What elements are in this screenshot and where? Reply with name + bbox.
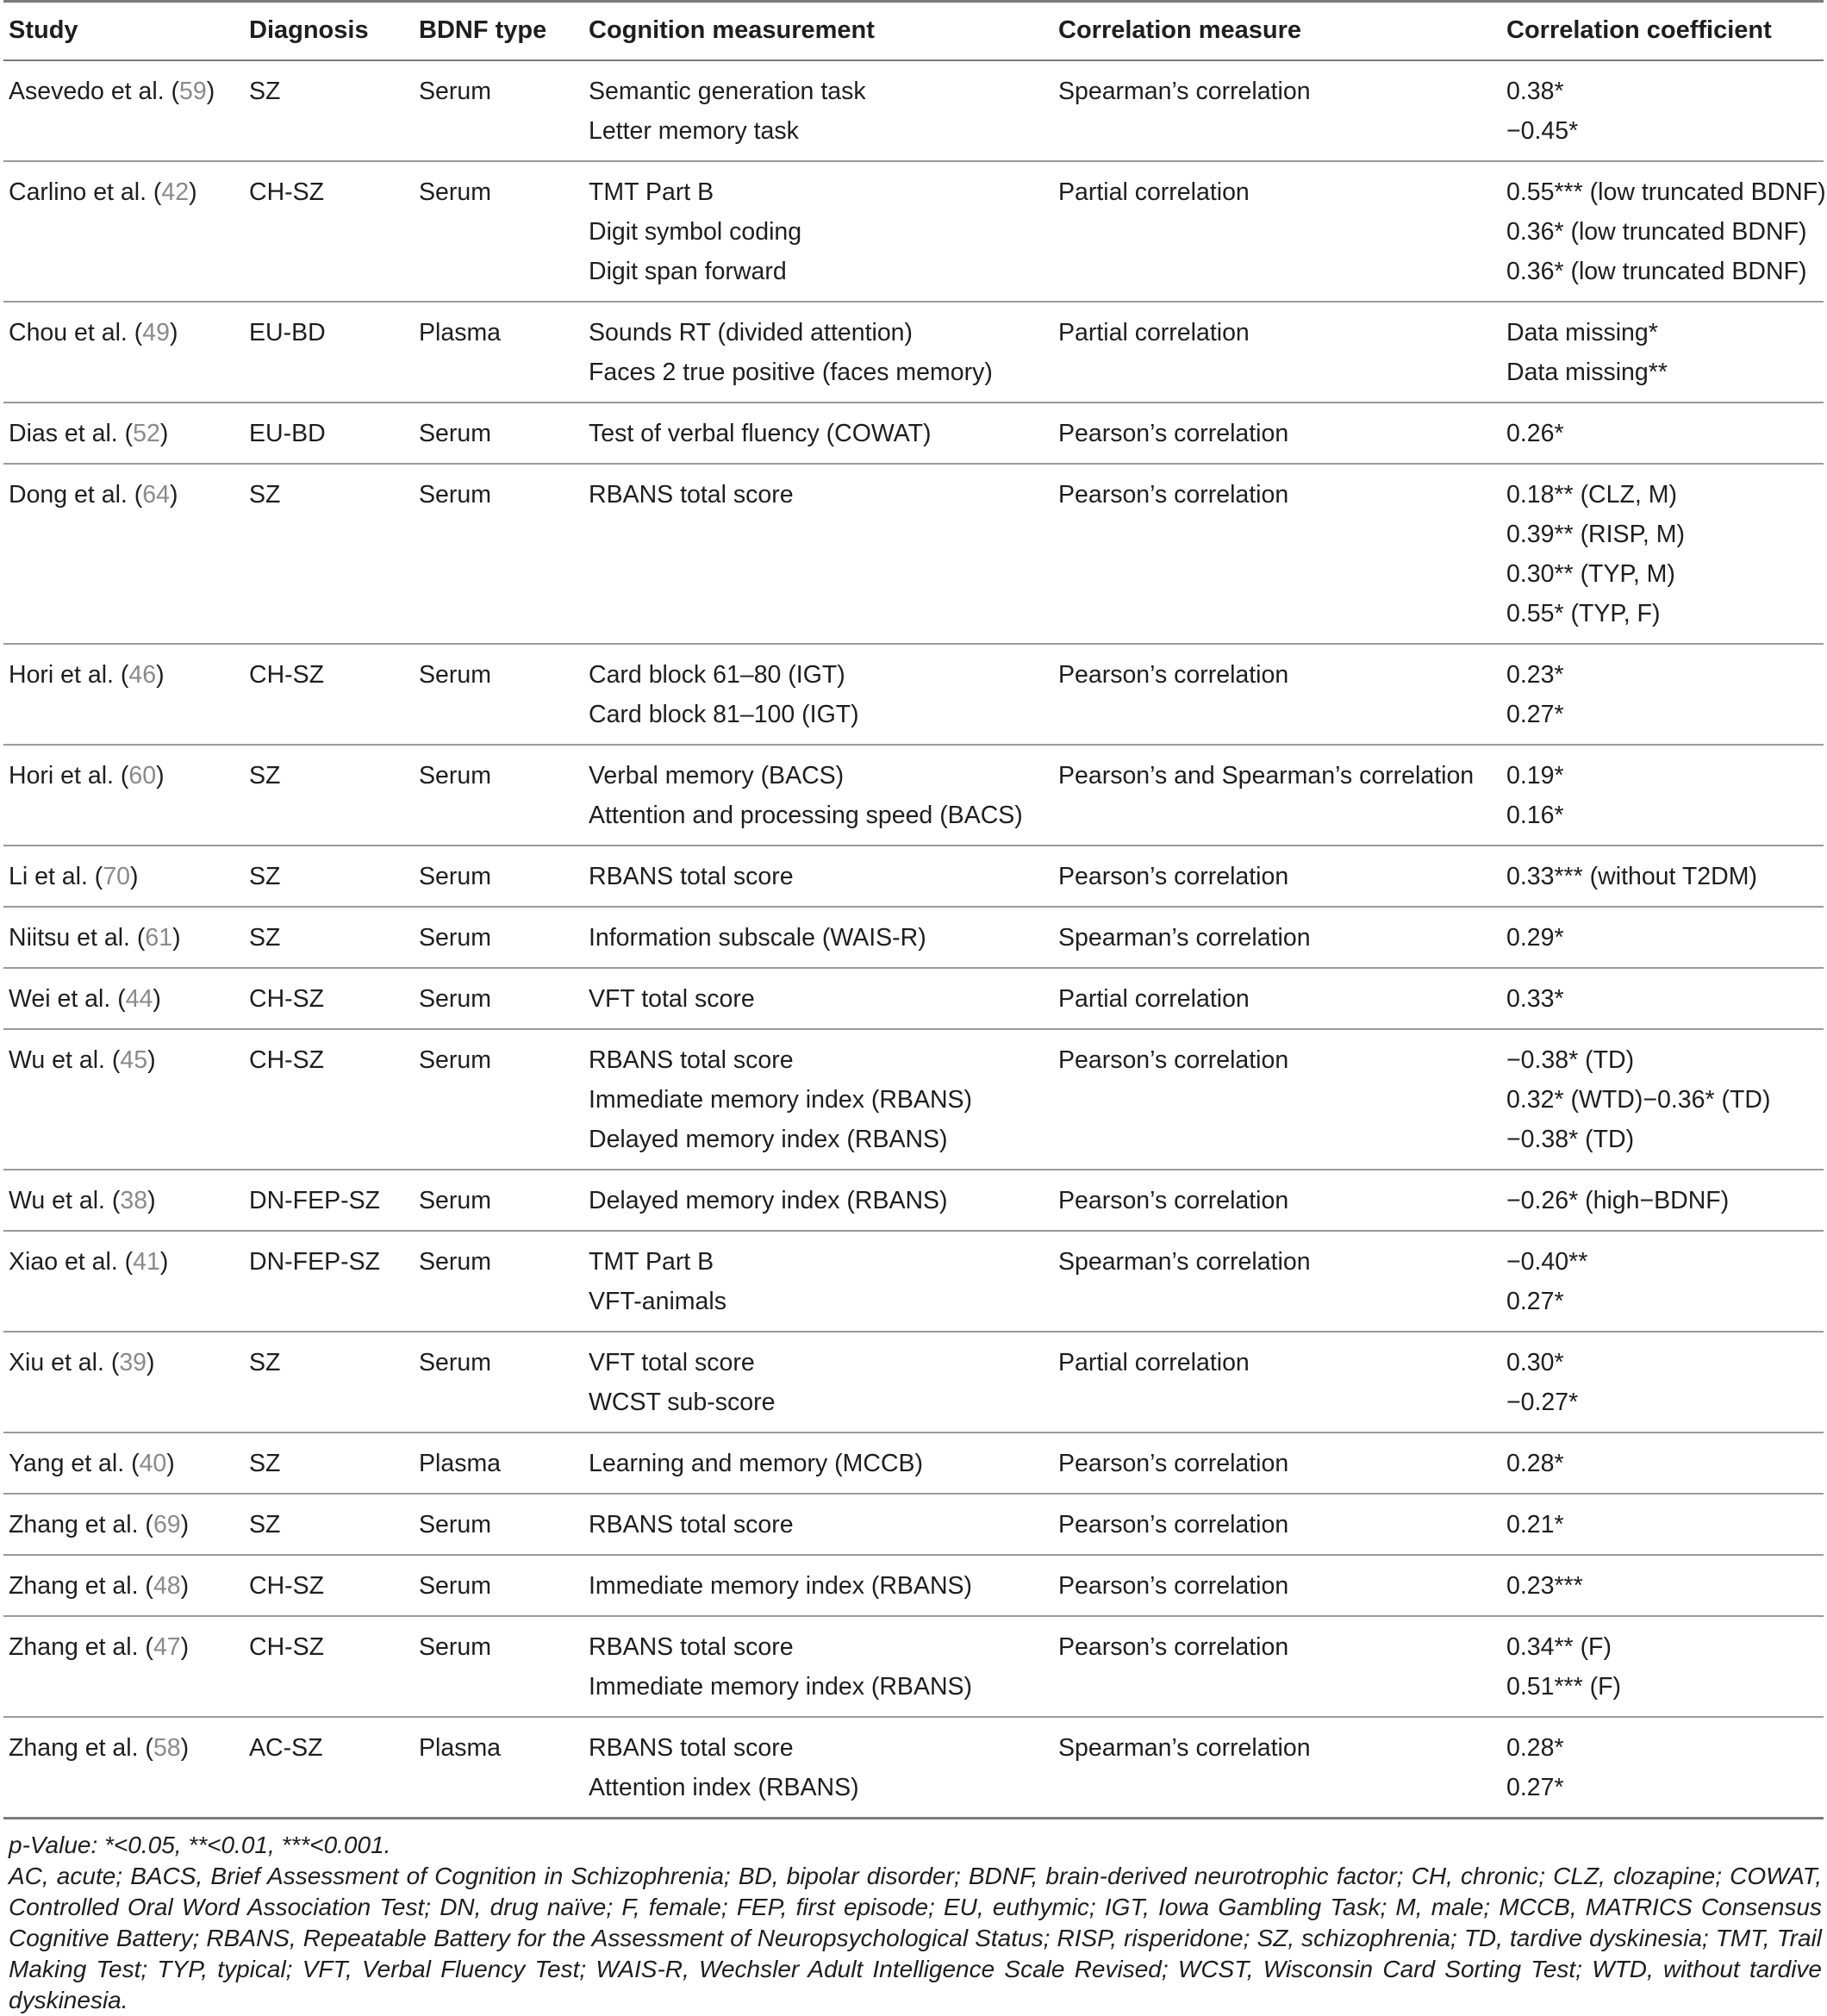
cell-cognition-measurement	[583, 907, 1053, 968]
cell-correlation-measure: Pearson’s correlation	[1053, 1029, 1501, 1170]
cell-correlation-coefficient	[1501, 1170, 1824, 1231]
cell-cognition-measurement	[583, 1170, 1053, 1231]
reference-link[interactable]: 52	[133, 420, 160, 447]
study-author: Yang et al.	[9, 1450, 125, 1477]
cell-diagnosis: SZ	[244, 1494, 414, 1555]
cell-study: Hori et al. (46)	[3, 644, 244, 745]
table-row	[3, 644, 1824, 745]
cell-cognition-measurement	[583, 1555, 1053, 1616]
cell-diagnosis: SZ	[244, 1432, 414, 1494]
coefficient-line: 0.21*	[1506, 1511, 1564, 1539]
study-author: Li et al.	[9, 863, 88, 890]
coefficient-line: 0.32* (WTD)−0.36* (TD)	[1506, 1086, 1771, 1114]
measurement-line: Attention index (RBANS)	[589, 1774, 859, 1801]
study-author: Hori et al.	[9, 661, 114, 689]
measurement-line: VFT total score	[589, 1349, 755, 1376]
cell-diagnosis: DN-FEP-SZ	[244, 1231, 414, 1332]
header-cognition-measurement: Cognition measurement	[583, 2, 1053, 61]
measurement-line: Letter memory task	[589, 117, 799, 145]
table-row	[3, 403, 1824, 464]
cell-correlation-measure: Pearson’s correlation	[1053, 464, 1501, 644]
study-author: Zhang et al.	[9, 1734, 139, 1762]
measurement-line: Test of verbal fluency (COWAT)	[589, 420, 932, 447]
cell-study: Xiao et al. (41)	[3, 1231, 244, 1332]
study-author: Wei et al.	[9, 985, 111, 1013]
header-bdnf-type: BDNF type	[414, 2, 583, 61]
cell-correlation-measure: Partial correlation	[1053, 968, 1501, 1029]
coefficient-line: 0.27*	[1506, 701, 1564, 728]
cell-diagnosis: AC-SZ	[244, 1717, 414, 1819]
cell-diagnosis: EU-BD	[244, 403, 414, 464]
cell-correlation-measure: Spearman’s correlation	[1053, 907, 1501, 968]
study-author: Chou et al.	[9, 319, 128, 346]
cell-cognition-measurement	[583, 1717, 1053, 1819]
coefficient-line: 0.27*	[1506, 1774, 1564, 1801]
reference-link[interactable]: 70	[103, 863, 131, 890]
coefficient-line: −0.45*	[1506, 117, 1579, 145]
measurement-line: Sounds RT (divided attention)	[589, 319, 914, 346]
reference-link[interactable]: 42	[161, 178, 190, 206]
measurement-line: Learning and memory (MCCB)	[589, 1450, 924, 1477]
table-header	[3, 2, 1824, 61]
measurement-line: TMT Part B	[589, 1248, 714, 1276]
cell-study: Niitsu et al. (61)	[3, 907, 244, 968]
cell-cognition-measurement	[583, 1616, 1053, 1717]
coefficient-line: 0.28*	[1506, 1450, 1564, 1477]
table-row	[3, 1332, 1824, 1432]
cell-correlation-coefficient	[1501, 464, 1824, 644]
table-row	[3, 1494, 1824, 1555]
cell-cognition-measurement	[583, 464, 1053, 644]
cell-correlation-measure: Pearson’s correlation	[1053, 846, 1501, 907]
cell-study: Asevedo et al. (59)	[3, 60, 244, 161]
cell-study: Chou et al. (49)	[3, 302, 244, 403]
coefficient-line: 0.36* (low truncated BDNF)	[1506, 218, 1807, 246]
measurement-line: Delayed memory index (RBANS)	[589, 1187, 948, 1214]
cell-correlation-coefficient	[1501, 302, 1824, 403]
cell-bdnf-type: Serum	[414, 1170, 583, 1231]
cell-study: Zhang et al. (48)	[3, 1555, 244, 1616]
measurement-line: RBANS total score	[589, 481, 794, 509]
table-row	[3, 1170, 1824, 1231]
measurement-line: Information subscale (WAIS-R)	[589, 924, 926, 952]
study-author: Niitsu et al.	[9, 924, 130, 952]
measurement-line: Verbal memory (BACS)	[589, 762, 845, 790]
measurement-line: RBANS total score	[589, 1633, 794, 1661]
cell-correlation-measure: Spearman’s correlation	[1053, 60, 1501, 161]
cell-bdnf-type: Serum	[414, 1332, 583, 1432]
cell-cognition-measurement	[583, 745, 1053, 846]
cell-cognition-measurement	[583, 60, 1053, 161]
cell-correlation-measure: Pearson’s correlation	[1053, 1555, 1501, 1616]
coefficient-line: 0.29*	[1506, 924, 1564, 952]
cell-diagnosis: SZ	[244, 464, 414, 644]
measurement-line: Immediate memory index (RBANS)	[589, 1572, 973, 1600]
reference-link[interactable]: 48	[153, 1572, 181, 1600]
cell-bdnf-type: Serum	[414, 403, 583, 464]
coefficient-line: 0.18** (CLZ, M)	[1506, 481, 1677, 509]
cell-bdnf-type: Serum	[414, 745, 583, 846]
cell-correlation-measure: Pearson’s correlation	[1053, 644, 1501, 745]
cell-correlation-coefficient	[1501, 1555, 1824, 1616]
cell-diagnosis: DN-FEP-SZ	[244, 1170, 414, 1231]
cell-study: Carlino et al. (42)	[3, 161, 244, 302]
coefficient-line: Data missing*	[1506, 319, 1658, 346]
cell-diagnosis: SZ	[244, 745, 414, 846]
header-diagnosis: Diagnosis	[244, 2, 414, 61]
cell-correlation-measure: Pearson’s correlation	[1053, 1170, 1501, 1231]
cell-correlation-measure: Partial correlation	[1053, 1332, 1501, 1432]
cell-diagnosis: SZ	[244, 907, 414, 968]
cell-bdnf-type: Serum	[414, 60, 583, 161]
cell-correlation-coefficient	[1501, 907, 1824, 968]
cell-bdnf-type: Serum	[414, 644, 583, 745]
cell-correlation-measure: Partial correlation	[1053, 161, 1501, 302]
study-author: Xiao et al.	[9, 1248, 118, 1276]
coefficient-line: 0.55*** (low truncated BDNF)	[1506, 178, 1826, 206]
study-author: Carlino et al.	[9, 178, 147, 206]
table-row	[3, 60, 1824, 161]
cell-correlation-coefficient	[1501, 968, 1824, 1029]
cell-diagnosis: CH-SZ	[244, 1616, 414, 1717]
cell-bdnf-type: Serum	[414, 1555, 583, 1616]
coefficient-line: 0.34** (F)	[1506, 1633, 1612, 1661]
cell-cognition-measurement	[583, 302, 1053, 403]
cell-diagnosis: CH-SZ	[244, 968, 414, 1029]
cell-cognition-measurement	[583, 403, 1053, 464]
table-row	[3, 1029, 1824, 1170]
cell-correlation-coefficient	[1501, 1332, 1824, 1432]
cell-correlation-measure: Spearman’s correlation	[1053, 1231, 1501, 1332]
results-table	[3, 0, 1824, 1819]
cell-study: Zhang et al. (69)	[3, 1494, 244, 1555]
study-author: Asevedo et al.	[9, 78, 165, 105]
coefficient-line: 0.38*	[1506, 78, 1564, 105]
pvalue-note: p-Value: *<0.05, **<0.01, ***<0.001.	[9, 1832, 391, 1858]
coefficient-line: 0.33*** (without T2DM)	[1506, 863, 1757, 890]
study-author: Zhang et al.	[9, 1511, 139, 1539]
cell-correlation-coefficient	[1501, 60, 1824, 161]
study-author: Wu et al.	[9, 1187, 105, 1214]
measurement-line: Immediate memory index (RBANS)	[589, 1673, 973, 1701]
cell-bdnf-type: Serum	[414, 464, 583, 644]
measurement-line: Digit symbol coding	[589, 218, 802, 246]
coefficient-line: 0.33*	[1506, 985, 1564, 1013]
study-author: Zhang et al.	[9, 1633, 139, 1661]
reference-link[interactable]: 61	[145, 924, 173, 952]
cell-correlation-measure: Pearson’s correlation	[1053, 1494, 1501, 1555]
reference-link[interactable]: 40	[139, 1450, 167, 1477]
coefficient-line: Data missing**	[1506, 359, 1668, 386]
measurement-line: Immediate memory index (RBANS)	[589, 1086, 973, 1114]
cell-correlation-coefficient	[1501, 1717, 1824, 1819]
reference-link[interactable]: 38	[120, 1187, 148, 1214]
table-row	[3, 1231, 1824, 1332]
table-row	[3, 1616, 1824, 1717]
cell-correlation-coefficient	[1501, 161, 1824, 302]
measurement-line: Attention and processing speed (BACS)	[589, 802, 1023, 829]
abbreviations-note: AC, acute; BACS, Brief Assessment of Cognition in Schizophrenia; BD, bipolar disorder; BDNF, brain-derived neurotrophic factor; CH, chronic; CLZ, clozapine; COWAT, Controlled Oral Word Association Test; DN, drug naïve; F, female; FEP, first episode; EU, euthymic; IGT, Iowa Gambling Task; M, male; MCCB, MATRICS Consensus Cognitive Battery; RBANS, Repeatable Battery for the Assessment of Neuropsychological Status; RISP, risperidone; SZ, schizophrenia; TD, tardive dyskinesia; TMT, Trail Making Test; TYP, typical; VFT, Verbal Fluency Test; WAIS-R, Wechsler Adult Intelligence Scale Revised; WCST, Wisconsin Card Sorting Test; WTD, without tardive dyskinesia.	[9, 1863, 1822, 2013]
measurement-line: Digit span forward	[589, 258, 787, 285]
cell-cognition-measurement	[583, 846, 1053, 907]
measurement-line: Faces 2 true positive (faces memory)	[589, 359, 993, 386]
cell-cognition-measurement	[583, 1432, 1053, 1494]
coefficient-line: −0.38* (TD)	[1506, 1126, 1635, 1153]
table-row	[3, 1432, 1824, 1494]
measurement-line: RBANS total score	[589, 1046, 794, 1074]
cell-bdnf-type: Plasma	[414, 302, 583, 403]
cell-bdnf-type: Serum	[414, 907, 583, 968]
cell-correlation-measure: Pearson’s correlation	[1053, 403, 1501, 464]
cell-correlation-coefficient	[1501, 403, 1824, 464]
cell-study: Dong et al. (64)	[3, 464, 244, 644]
table-row	[3, 1717, 1824, 1819]
study-author: Hori et al.	[9, 762, 114, 790]
reference-link[interactable]: 64	[142, 481, 170, 509]
coefficient-line: 0.27*	[1506, 1288, 1564, 1315]
measurement-line: TMT Part B	[589, 178, 714, 206]
coefficient-line: −0.26* (high−BDNF)	[1506, 1187, 1730, 1214]
cell-cognition-measurement	[583, 161, 1053, 302]
cell-bdnf-type: Serum	[414, 1494, 583, 1555]
coefficient-line: −0.40**	[1506, 1248, 1588, 1276]
reference-link[interactable]: 60	[128, 762, 157, 790]
measurement-line: VFT total score	[589, 985, 755, 1013]
reference-link[interactable]: 41	[133, 1248, 160, 1276]
table-row	[3, 464, 1824, 644]
reference-link[interactable]: 47	[153, 1633, 181, 1661]
cell-correlation-coefficient	[1501, 1494, 1824, 1555]
cell-bdnf-type: Serum	[414, 1616, 583, 1717]
cell-study: Wu et al. (45)	[3, 1029, 244, 1170]
table-row	[3, 161, 1824, 302]
cell-correlation-coefficient	[1501, 745, 1824, 846]
measurement-line: WCST sub-score	[589, 1389, 776, 1416]
measurement-line: RBANS total score	[589, 1511, 794, 1539]
cell-cognition-measurement	[583, 1029, 1053, 1170]
cell-study: Xiu et al. (39)	[3, 1332, 244, 1432]
table-footnotes	[9, 1830, 1822, 2016]
header-correlation-measure: Correlation measure	[1053, 2, 1501, 61]
coefficient-line: 0.23*	[1506, 661, 1564, 689]
header-correlation-coefficient: Correlation coefficient	[1501, 2, 1824, 61]
cell-correlation-measure: Spearman’s correlation	[1053, 1717, 1501, 1819]
coefficient-line: 0.51*** (F)	[1506, 1673, 1622, 1701]
measurement-line: RBANS total score	[589, 863, 794, 890]
table-row	[3, 302, 1824, 403]
cell-study: Wu et al. (38)	[3, 1170, 244, 1231]
cell-cognition-measurement	[583, 1494, 1053, 1555]
study-author: Xiu et al.	[9, 1349, 104, 1376]
cell-diagnosis: EU-BD	[244, 302, 414, 403]
cell-diagnosis: CH-SZ	[244, 1029, 414, 1170]
coefficient-line: 0.55* (TYP, F)	[1506, 600, 1661, 627]
measurement-line: Card block 81–100 (IGT)	[589, 701, 859, 728]
reference-link[interactable]: 69	[153, 1511, 181, 1539]
cell-cognition-measurement	[583, 644, 1053, 745]
table-row	[3, 745, 1824, 846]
table-row	[3, 846, 1824, 907]
cell-diagnosis: CH-SZ	[244, 161, 414, 302]
cell-bdnf-type: Serum	[414, 846, 583, 907]
cell-study: Wei et al. (44)	[3, 968, 244, 1029]
cell-study: Li et al. (70)	[3, 846, 244, 907]
reference-link[interactable]: 58	[153, 1734, 181, 1762]
coefficient-line: 0.36* (low truncated BDNF)	[1506, 258, 1807, 285]
coefficient-line: 0.39** (RISP, M)	[1506, 521, 1685, 548]
cell-bdnf-type: Plasma	[414, 1717, 583, 1819]
study-author: Zhang et al.	[9, 1572, 139, 1600]
coefficient-line: −0.27*	[1506, 1389, 1579, 1416]
cell-correlation-measure: Partial correlation	[1053, 302, 1501, 403]
coefficient-line: 0.30** (TYP, M)	[1506, 560, 1675, 588]
table-row	[3, 907, 1824, 968]
cell-correlation-coefficient	[1501, 644, 1824, 745]
cell-cognition-measurement	[583, 1231, 1053, 1332]
cell-bdnf-type: Plasma	[414, 1432, 583, 1494]
table-row	[3, 968, 1824, 1029]
cell-correlation-measure: Pearson’s correlation	[1053, 1432, 1501, 1494]
cell-study: Yang et al. (40)	[3, 1432, 244, 1494]
coefficient-line: 0.23***	[1506, 1572, 1583, 1600]
cell-diagnosis: SZ	[244, 846, 414, 907]
cell-study: Dias et al. (52)	[3, 403, 244, 464]
reference-link[interactable]: 59	[179, 78, 207, 105]
measurement-line: RBANS total score	[589, 1734, 794, 1762]
reference-link[interactable]: 45	[120, 1046, 148, 1074]
cell-cognition-measurement	[583, 968, 1053, 1029]
cell-cognition-measurement	[583, 1332, 1053, 1432]
coefficient-line: −0.38* (TD)	[1506, 1046, 1635, 1074]
study-author: Wu et al.	[9, 1046, 105, 1074]
study-author: Dong et al.	[9, 481, 128, 509]
reference-link[interactable]: 46	[128, 661, 157, 689]
cell-bdnf-type: Serum	[414, 968, 583, 1029]
cell-study: Hori et al. (60)	[3, 745, 244, 846]
cell-study: Zhang et al. (47)	[3, 1616, 244, 1717]
cell-diagnosis: SZ	[244, 60, 414, 161]
cell-correlation-coefficient	[1501, 1432, 1824, 1494]
table-body	[3, 60, 1824, 1819]
cell-correlation-measure: Pearson’s and Spearman’s correlation	[1053, 745, 1501, 846]
cell-correlation-measure: Pearson’s correlation	[1053, 1616, 1501, 1717]
measurement-line: Semantic generation task	[589, 78, 866, 105]
cell-bdnf-type: Serum	[414, 1029, 583, 1170]
header-study: Study	[3, 2, 244, 61]
cell-correlation-coefficient	[1501, 1029, 1824, 1170]
reference-link[interactable]: 49	[142, 319, 170, 346]
coefficient-line: 0.30*	[1506, 1349, 1564, 1376]
measurement-line: VFT-animals	[589, 1288, 726, 1315]
cell-bdnf-type: Serum	[414, 161, 583, 302]
cell-bdnf-type: Serum	[414, 1231, 583, 1332]
cell-study: Zhang et al. (58)	[3, 1717, 244, 1819]
cell-diagnosis: CH-SZ	[244, 1555, 414, 1616]
reference-link[interactable]: 39	[119, 1349, 147, 1376]
study-author: Dias et al.	[9, 420, 118, 447]
measurement-line: Delayed memory index (RBANS)	[589, 1126, 948, 1153]
reference-link[interactable]: 44	[125, 985, 153, 1013]
coefficient-line: 0.19*	[1506, 762, 1564, 790]
measurement-line: Card block 61–80 (IGT)	[589, 661, 845, 689]
cell-correlation-coefficient	[1501, 1616, 1824, 1717]
coefficient-line: 0.26*	[1506, 420, 1564, 447]
coefficient-line: 0.16*	[1506, 802, 1564, 829]
cell-correlation-coefficient	[1501, 846, 1824, 907]
table-row	[3, 1555, 1824, 1616]
coefficient-line: 0.28*	[1506, 1734, 1564, 1762]
cell-diagnosis: SZ	[244, 1332, 414, 1432]
cell-correlation-coefficient	[1501, 1231, 1824, 1332]
cell-diagnosis: CH-SZ	[244, 644, 414, 745]
